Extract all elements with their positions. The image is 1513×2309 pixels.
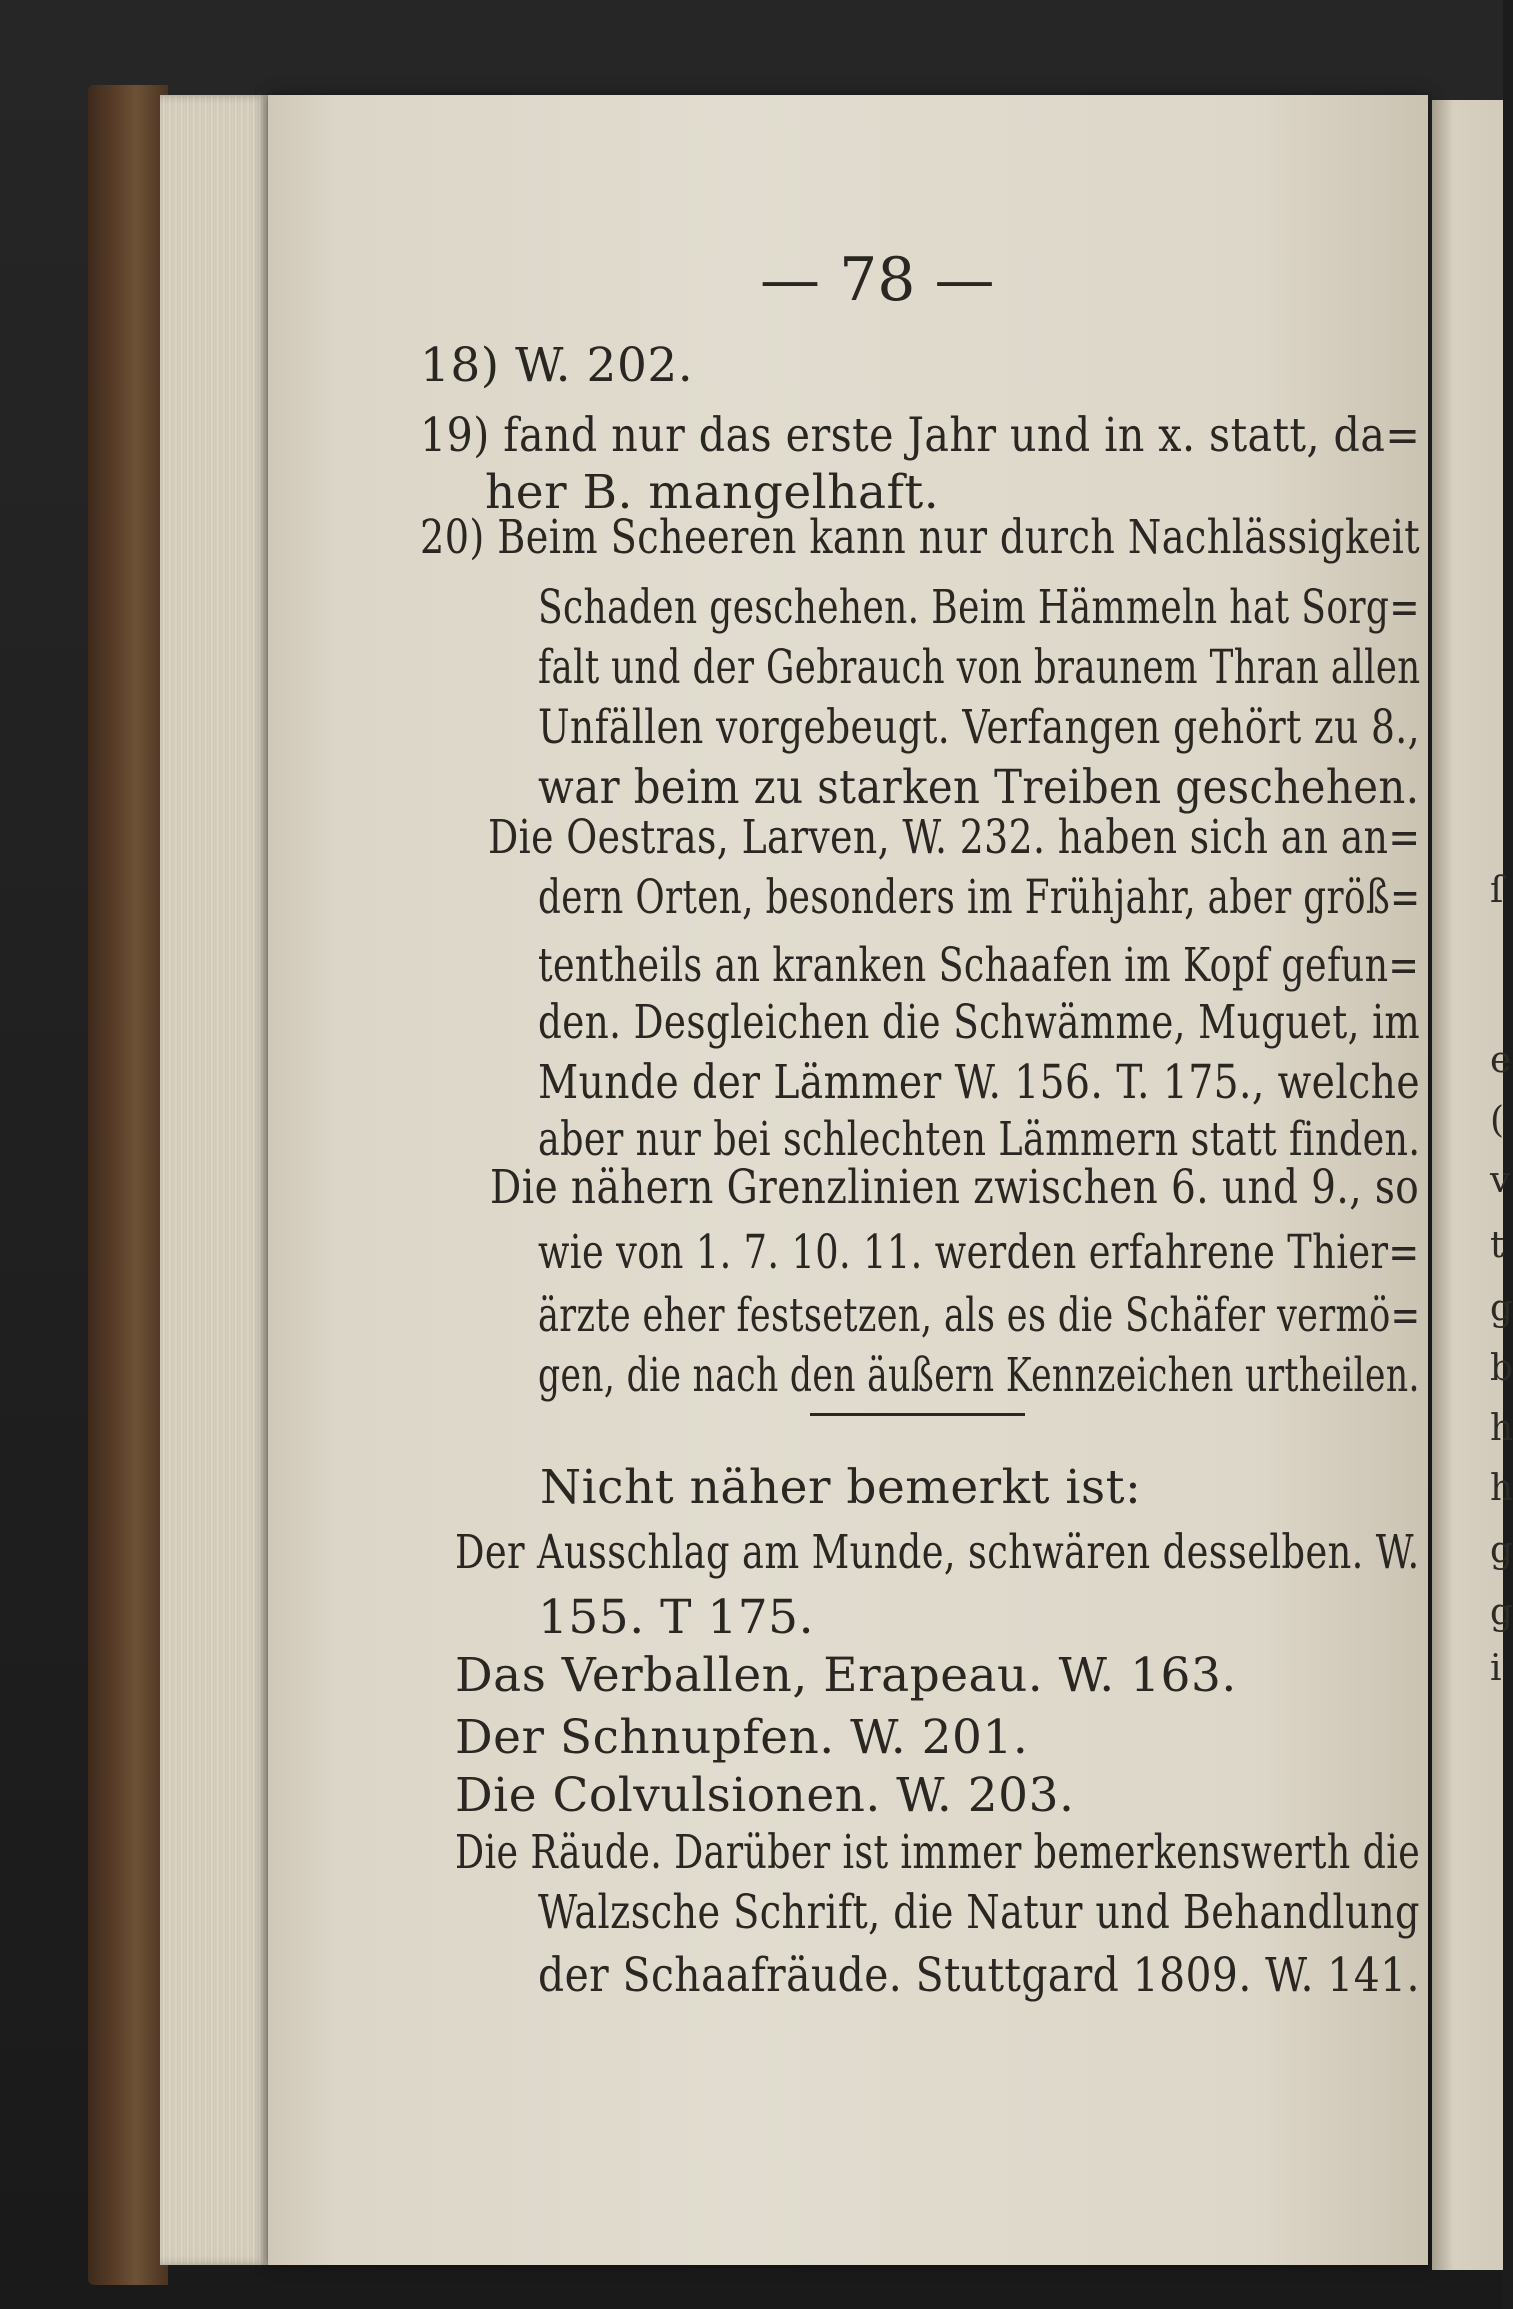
facing-page-glyph: ſ [1490, 870, 1504, 911]
text-line: wie von 1. 7. 10. 11. werden erfahrene Thier= [538, 1225, 1420, 1280]
text-line: falt und der Gebrauch von braunem Thran allen [538, 640, 1421, 695]
text-line: gen, die nach den äußern Kennzeichen urtheilen. [538, 1348, 1420, 1403]
text-line: 20) Beim Scheeren kann nur durch Nachlässigkeit [420, 510, 1421, 565]
facing-page-glyph: h [1490, 1468, 1513, 1509]
text-line: 18) W. 202. [420, 338, 694, 393]
text-line: Nicht näher bemerkt ist: [540, 1460, 1142, 1515]
facing-page-glyph: h [1490, 1408, 1513, 1449]
facing-page-glyph: e [1490, 1040, 1512, 1081]
text-line: 155. T 175. [538, 1590, 815, 1645]
text-line: dern Orten, besonders im Frühjahr, aber größ= [538, 870, 1421, 925]
text-line: Der Schnupfen. W. 201. [455, 1710, 1029, 1765]
facing-page-glyph: g [1490, 1592, 1513, 1633]
facing-page-glyph: b [1490, 1348, 1513, 1389]
text-line: Die nähern Grenzlinien zwischen 6. und 9., so [490, 1160, 1420, 1215]
text-line: war beim zu starken Treiben geschehen. [538, 760, 1420, 815]
text-line: Der Ausschlag am Munde, schwären desselben. W. [455, 1525, 1420, 1580]
facing-page-glyph: ( [1490, 1100, 1505, 1141]
text-line: Walzsche Schrift, die Natur und Behandlung [538, 1885, 1420, 1940]
facing-page-glyph: v [1490, 1160, 1511, 1201]
text-line: Die Räude. Darüber ist immer bemerkenswerth die [455, 1825, 1421, 1880]
facing-page-glyph: t [1490, 1225, 1505, 1266]
text-line: den. Desgleichen die Schwämme, Muguet, im [538, 995, 1421, 1050]
facing-page-glyph: i [1490, 1648, 1502, 1689]
text-line: Die Colvulsionen. W. 203. [455, 1768, 1075, 1823]
text-line: Schaden geschehen. Beim Hämmeln hat Sorg= [538, 580, 1420, 635]
text-line: 19) fand nur das erste Jahr und in x. statt, da= [420, 408, 1421, 463]
text-line: Die Oestras, Larven, W. 232. haben sich an an= [488, 810, 1421, 865]
text-line: Munde der Lämmer W. 156. T. 175., welche [538, 1055, 1421, 1110]
text-line: tentheils an kranken Schaafen im Kopf gefun= [538, 938, 1420, 993]
text-line: aber nur bei schlechten Lämmern statt finden. [538, 1112, 1421, 1167]
text-line: Das Verballen, Erapeau. W. 163. [455, 1648, 1237, 1703]
text-line: ärzte eher festsetzen, als es die Schäfer vermö= [538, 1288, 1421, 1343]
text-line: Unfällen vorgebeugt. Verfangen gehört zu 8., [538, 700, 1420, 755]
text-line: der Schaafräude. Stuttgard 1809. W. 141. [538, 1948, 1420, 2003]
section-divider [810, 1413, 1025, 1416]
facing-page-glyph: g [1490, 1288, 1513, 1329]
facing-page-glyph: g [1490, 1530, 1513, 1571]
page-number: — 78 — [760, 245, 995, 315]
text-line: her B. mangelhaft. [485, 465, 940, 520]
